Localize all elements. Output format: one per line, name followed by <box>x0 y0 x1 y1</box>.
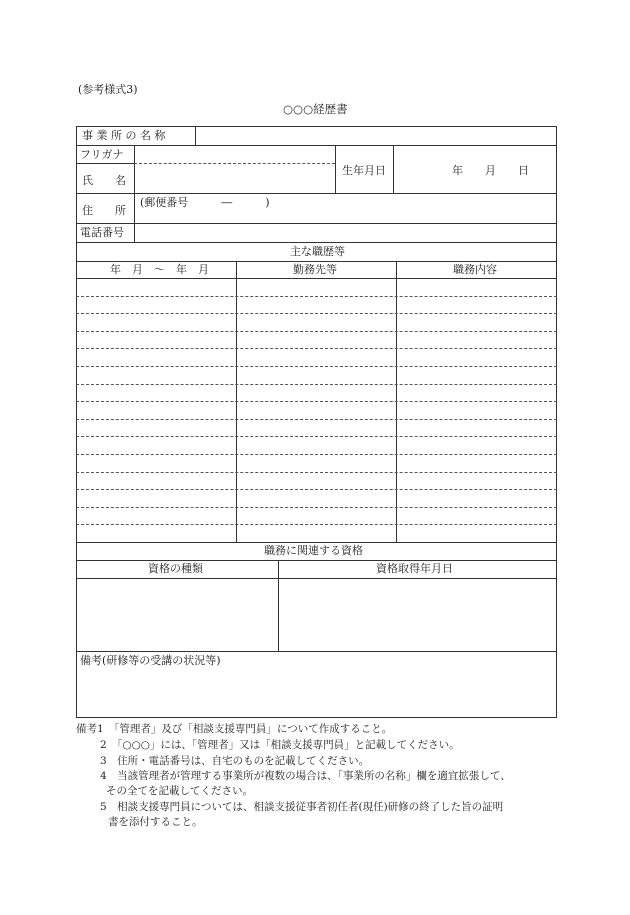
note-5a: 5 相談支援専門員については、相談支援従事者初任者(現任)研修の終了した旨の証明 <box>100 801 504 813</box>
career-row-line <box>76 401 557 402</box>
career-col-workplace: 勤務先等 <box>293 263 337 276</box>
career-row-line <box>76 454 557 455</box>
note-1: 備考1 「管理者」及び「相談支援専門員」について作成すること。 <box>76 723 393 735</box>
career-row-line <box>76 296 557 297</box>
career-row-line <box>76 436 557 437</box>
career-row-line <box>76 366 557 367</box>
career-row-line <box>76 489 557 490</box>
rule-phone <box>76 242 557 243</box>
rule-qual-end <box>76 651 557 652</box>
rule-career-end <box>76 542 557 543</box>
rule-qual-title <box>76 560 557 561</box>
career-row-line <box>76 524 557 525</box>
career-section-title: 主な職歴等 <box>290 245 345 258</box>
rule-qual-header <box>76 578 557 579</box>
career-col-duties: 職務内容 <box>453 263 497 276</box>
rule-address <box>76 223 557 224</box>
birthdate-value: 年 月 日 <box>452 164 529 177</box>
rule-career-header <box>76 278 557 279</box>
address-label: 住 所 <box>82 204 126 217</box>
rule-career-title <box>76 261 557 262</box>
rule-furigana-label <box>76 163 134 164</box>
rule-furigana <box>134 163 335 164</box>
qual-col-type: 資格の種類 <box>148 562 203 575</box>
vrule-office <box>195 126 196 145</box>
career-row-line <box>76 472 557 473</box>
document-title: ○○○経歴書 <box>283 102 348 116</box>
form-reference: (参考様式3) <box>78 83 138 96</box>
office-name-label: 事 業 所 の 名 称 <box>82 129 166 142</box>
vrule-label <box>134 145 135 242</box>
career-row-line <box>76 419 557 420</box>
birthdate-label: 生年月日 <box>342 164 386 177</box>
career-row-line <box>76 384 557 385</box>
rule-name <box>76 193 557 194</box>
career-row-line <box>76 313 557 314</box>
vrule-birth-right <box>393 145 394 193</box>
remarks-label: 備考(研修等の受講の状況等) <box>80 654 221 667</box>
career-row-line <box>76 331 557 332</box>
note-4b: その全てを記載してください。 <box>106 785 253 797</box>
vrule-birth-left <box>335 145 336 193</box>
career-row-line <box>76 507 557 508</box>
career-col-period: 年 月 ～ 年 月 <box>110 263 209 276</box>
note-3: 3 住所・電話番号は、自宅のものを記載してください。 <box>100 755 370 767</box>
phone-label: 電話番号 <box>80 226 124 239</box>
qual-col-date: 資格取得年月日 <box>376 562 453 575</box>
vrule-qual <box>278 560 279 651</box>
career-row-line <box>76 348 557 349</box>
resume-table <box>76 126 557 718</box>
qual-section-title: 職務に関連する資格 <box>264 544 363 557</box>
note-2: 2 「○○○」には、「管理者」又は「相談支援専門員」と記載してください。 <box>100 739 460 751</box>
postal-code-label: (郵便番号 ― ) <box>140 196 270 209</box>
note-5b: 書を添付すること。 <box>108 816 203 828</box>
note-4a: 4 当該管理者が管理する事業所が複数の場合は、「事業所の名称」欄を適宜拡張して、 <box>100 770 511 782</box>
furigana-label: フリガナ <box>80 148 124 161</box>
rule-office <box>76 145 557 146</box>
name-label: 氏 名 <box>82 174 126 187</box>
